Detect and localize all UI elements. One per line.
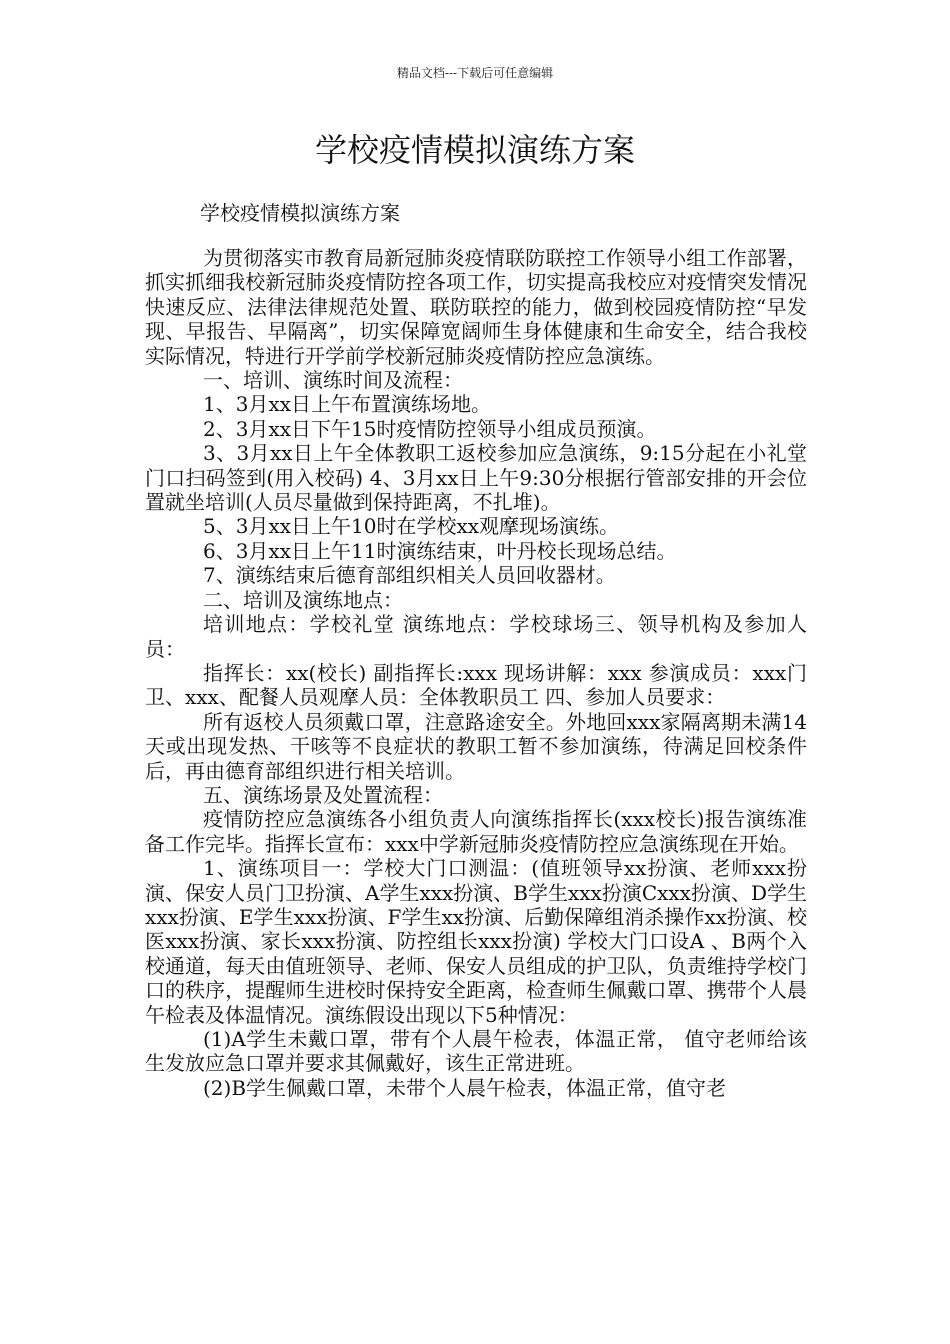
paragraph-item: 1、3月xx日上午布置演练场地。: [203, 392, 492, 417]
paragraph-case-2: (2)B学生佩戴口罩，未带个人晨午检表，体温正常，值守老: [203, 1075, 727, 1100]
paragraph-heading-1: 一、培训、演练时间及流程：: [203, 368, 463, 393]
paragraph-location: 培训地点：学校礼堂 演练地点：学校球场三、领导机构及参加人员：: [145, 612, 807, 661]
paragraph-item: 2、3月xx日下午15时疫情防控领导小组成员预演。: [203, 416, 657, 441]
paragraph-start: 疫情防控应急演练各小组负责人向演练指挥长(xxx校长)报告演练准备工作完毕。指挥长宣布：xxx中学新冠肺炎疫情防控应急演练现在开始。: [145, 807, 807, 856]
paragraph-case-1: (1)A学生未戴口罩，带有个人晨午检表，体温正常， 值守老师给该生发放应急口罩并要求其佩戴好，该生正常进班。: [145, 1027, 807, 1076]
document-body: [145, 246, 807, 1100]
document-title: 学校疫情模拟演练方案: [314, 131, 635, 169]
header-note: 精品文档---下载后可任意编辑: [396, 66, 554, 80]
paragraph-heading-5: 五、演练场景及处置流程：: [203, 782, 443, 807]
paragraph-item: 3、3月xx日上午全体教职工返校参加应急演练，9:15分起在小礼堂门口扫码签到(用入校码) 4、3月xx日上午9:30分根据行管部安排的开会位置就坐培训(人员尽量做到保持距离，不扎堆)。: [145, 441, 807, 515]
document-subtitle: 学校疫情模拟演练方案: [200, 201, 400, 225]
paragraph-command: 指挥长：xx(校长) 副指挥长:xxx 现场讲解：xxx 参演成员：xxx门卫、xxx、配餐人员观摩人员：全体教职员工 四、参加人员要求：: [145, 660, 807, 710]
paragraph-requirements: 所有返校人员须戴口罩，注意路途安全。外地回xxx家隔离期未满14天或出现发热、干咳等不良症状的教职工暂不参加演练，待满足回校条件后，再由德育部组织进行相关培训。: [145, 709, 807, 783]
paragraph-drill-1: 1、演练项目一：学校大门口测温：(值班领导xx扮演、老师xxx扮演、保安人员门卫扮演、A学生xxx扮演、B学生xxx扮演Cxxx扮演、D学生xxx扮演、E学生xxx扮演、F学生xx扮演、后勤保障组消杀操作xx扮演、校医xxx扮演、家长xxx扮演、防控组长xxx扮演) 学校大门口设A 、B两个入校通道，每天由值班领导、老师、保安人员组成的护卫队，负责维持学校门口的秩序，提醒师生进校时保持安全距离，检查师生佩戴口罩、携带个人晨午检表及体温情况。演练假设出现以下5种情况：: [145, 856, 807, 1027]
paragraph-item: 5、3月xx日上午10时在学校xx观摩现场演练。: [203, 514, 620, 539]
paragraph-intro: 为贯彻落实市教育局新冠肺炎疫情联防联控工作领导小组工作部署，抓实抓细我校新冠肺炎疫情防控各项工作，切实提高我校应对疫情突发情况快速反应、法律法律规范处置、联防联控的能力，做到校园疫情防控“早发现、早报告、早隔离”，切实保障宽阔师生身体健康和生命安全，结合我校实际情况，特进行开学前学校新冠肺炎疫情防控应急演练。: [145, 246, 807, 368]
paragraph-item: 7、演练结束后德育部组织相关人员回收器材。: [203, 563, 616, 588]
paragraph-heading-2: 二、培训及演练地点：: [203, 587, 403, 612]
paragraph-item: 6、3月xx日上午11时演练结束，叶丹校长现场总结。: [203, 538, 677, 563]
